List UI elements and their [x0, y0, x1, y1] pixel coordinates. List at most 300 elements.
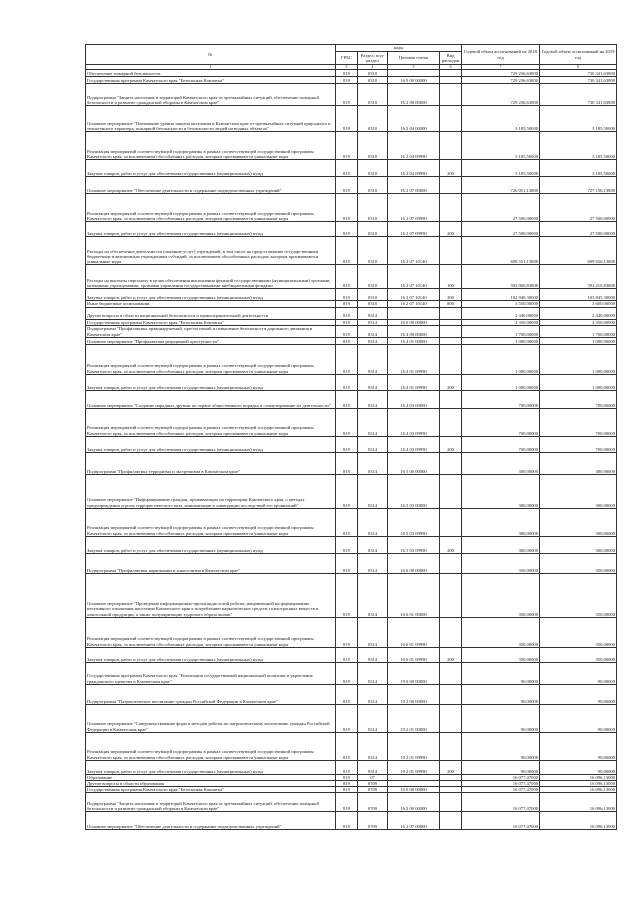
table-row: [86, 132, 617, 160]
row-name: Основное мероприятие "Проведение информационно-пропагандистской работы, направленной на формирование негативного отношения населения Камчатского края к потреблению наркотических средств, психотропных веществ и алкогольной продукции, а также популяризацию здорового образа жизни": [86, 573, 336, 617]
col-number: 6: [440, 65, 462, 70]
grbs-cell: 819: [336, 301, 358, 307]
row-name: Обеспечение пожарной безопасности: [86, 70, 336, 77]
grbs-cell: 819: [336, 617, 358, 647]
razdel-cell: 0314: [358, 760, 388, 774]
vid-cell: 200: [440, 647, 462, 662]
amount-2019: 16 096,13000: [540, 781, 617, 787]
row-name: Закупка товаров, работ и услуг для обеспечения государственных (муниципальных) нужд: [86, 647, 336, 662]
amount-2018: 300,00000: [462, 452, 540, 474]
razdel-cell: 0314: [358, 662, 388, 684]
grbs-cell: 819: [336, 337, 358, 344]
grbs-cell: 819: [336, 237, 358, 265]
grbs-cell: 819: [336, 84, 358, 106]
amount-2018: 698 551,13800: [462, 237, 540, 265]
razdel-cell: 0310: [358, 106, 388, 132]
table-row: [86, 617, 617, 647]
amount-2018: 3 185,50000: [462, 132, 540, 160]
row-name: Закупка товаров, работ и услуг для обеспечения государственных (муниципальных) нужд: [86, 760, 336, 774]
col-number: 7: [462, 65, 540, 70]
table-row: [86, 760, 617, 774]
grbs-cell: 819: [336, 812, 358, 830]
target-cell: 16 5 03 09990: [388, 536, 440, 553]
target-cell: 16 4 01 00000: [388, 337, 440, 344]
grbs-cell: 819: [336, 390, 358, 408]
vid-header: Вид расходов: [440, 52, 462, 65]
razdel-cell: 0310: [358, 301, 388, 307]
amount-2019: 90,00000: [540, 684, 617, 704]
amount-2018: 90,00000: [462, 760, 540, 774]
grbs-cell: 819: [336, 177, 358, 194]
row-name: Подпрограмма "Защита населения и территорий Камчатского края от чрезвычайных ситуаций, обеспечение пожарной безопасности и развитие гражданской обороны в Камчатском крае": [86, 84, 336, 106]
row-name: Подпрограмма "Профилактика терроризма и экстремизма в Камчатском крае": [86, 452, 336, 474]
budget-document: [85, 44, 616, 830]
amount-2019: 727 156,13800: [540, 177, 617, 194]
amount-2019: 16 096,13000: [540, 774, 617, 780]
vid-cell: [440, 662, 462, 684]
amount-2019: 103 845,30000: [540, 289, 617, 301]
amount-2018: 350,00000: [462, 553, 540, 573]
target-cell: 16 5 00 00000: [388, 452, 440, 474]
grbs-cell: 819: [336, 704, 358, 732]
amount-2019: 699 656,13800: [540, 237, 617, 265]
razdel-cell: 0709: [358, 812, 388, 830]
amount-2019: 16 096,13000: [540, 793, 617, 812]
amount-2018: 16 077,47000: [462, 812, 540, 830]
vid-cell: [440, 573, 462, 617]
vid-cell: [440, 732, 462, 760]
target-cell: 19 0 00 00000: [388, 662, 440, 684]
razdel-cell: 0314: [358, 647, 388, 662]
target-cell: 16 6 01 09990: [388, 647, 440, 662]
table-row: [86, 237, 617, 265]
vid-cell: [440, 390, 462, 408]
razdel-cell: 0314: [358, 374, 388, 390]
row-name: Реализация мероприятий соответствующей подпрограммы в рамках соответствующей государственной программы Камчатского края, за исключением обособленных расходов, которым присваиваются уникальные коды: [86, 408, 336, 436]
amount-2019: 90,00000: [540, 760, 617, 774]
razdel-cell: 0310: [358, 77, 388, 84]
amount-2019: 300,00000: [540, 536, 617, 553]
target-cell: 19 2 00 00000: [388, 684, 440, 704]
table-row: [86, 325, 617, 337]
amount-2019: 16 096,13000: [540, 787, 617, 793]
row-name: Государственная программа Камчатского края "Реализация государственной национальной политики и укрепление гражданского единства в Камчатском крае": [86, 662, 336, 684]
table-row: [86, 662, 617, 684]
grbs-header: ГРБС: [336, 52, 358, 65]
target-cell: 16 2 07 09990: [388, 222, 440, 237]
vid-cell: [440, 553, 462, 573]
amount-2018: 300,00000: [462, 474, 540, 508]
amount-2019: 700,00000: [540, 436, 617, 452]
grbs-cell: 819: [336, 408, 358, 436]
target-cell: 19 2 01 09990: [388, 760, 440, 774]
table-row: [86, 307, 617, 319]
amount-2019: 90,00000: [540, 662, 617, 684]
vol-2019-header: Годовой объем ассигнований на 2019 год: [540, 45, 617, 65]
vid-cell: [440, 84, 462, 106]
table-body: [86, 70, 617, 830]
table-row: [86, 337, 617, 344]
vid-cell: 200: [440, 160, 462, 177]
grbs-cell: 819: [336, 662, 358, 684]
grbs-cell: 819: [336, 132, 358, 160]
razdel-header: Раздел, под-раздел: [358, 52, 388, 65]
row-name: Основное мероприятие "Профилактика рецидивной преступности": [86, 337, 336, 344]
amount-2018: 90,00000: [462, 704, 540, 732]
target-cell: 16 0 00 00000: [388, 319, 440, 325]
target-cell: 16 2 04 09990: [388, 132, 440, 160]
budget-table: [85, 44, 617, 830]
amount-2018: 700,00000: [462, 436, 540, 452]
amount-2018: 3 185,50000: [462, 160, 540, 177]
vid-cell: 200: [440, 536, 462, 553]
row-name: Основное мероприятие "Обеспечение деятельности и содержание подведомственных учреждений": [86, 812, 336, 830]
razdel-cell: 0310: [358, 70, 388, 77]
target-cell: 16 2 07 10140: [388, 265, 440, 289]
amount-2019: 1 700,00000: [540, 325, 617, 337]
razdel-cell: 0310: [358, 265, 388, 289]
vid-cell: [440, 325, 462, 337]
amount-2019: 300,00000: [540, 508, 617, 536]
row-name: Подпрограмма "Патриотическое воспитание граждан Российской Федерации в Камчатском крае": [86, 684, 336, 704]
grbs-cell: 819: [336, 553, 358, 573]
grbs-cell: 819: [336, 793, 358, 812]
amount-2019: 27 500,00000: [540, 222, 617, 237]
vid-cell: [440, 812, 462, 830]
amount-2018: 27 500,00000: [462, 194, 540, 222]
amount-2018: 726 051,13800: [462, 177, 540, 194]
razdel-cell: 0314: [358, 390, 388, 408]
row-name: Реализация мероприятий соответствующей подпрограммы в рамках соответствующей государственной программы Камчатского края, за исключением обособленных расходов, которым присваиваются уникальные коды: [86, 732, 336, 760]
amount-2019: 27 500,00000: [540, 194, 617, 222]
amount-2019: 730 341,63800: [540, 77, 617, 84]
amount-2018: 90,00000: [462, 662, 540, 684]
razdel-cell: 0310: [358, 132, 388, 160]
row-name: Закупка товаров, работ и услуг для обеспечения государственных (муниципальных) нужд: [86, 374, 336, 390]
vid-cell: 200: [440, 374, 462, 390]
table-row: [86, 704, 617, 732]
row-name: Иные бюджетные ассигнования: [86, 301, 336, 307]
amount-2018: 350,00000: [462, 647, 540, 662]
grbs-cell: 819: [336, 344, 358, 374]
table-row: [86, 536, 617, 553]
razdel-cell: 0314: [358, 436, 388, 452]
vid-cell: [440, 452, 462, 474]
row-name: Основное мероприятие "Совершенствование форм и методов работы по патриотическому воспитанию граждан Российской Федерации в Камчатском крае": [86, 704, 336, 732]
grbs-cell: 819: [336, 732, 358, 760]
amount-2019: 3 185,50000: [540, 160, 617, 177]
amount-2018: 90,00000: [462, 684, 540, 704]
target-cell: 16 2 00 00000: [388, 793, 440, 812]
target-cell: 16 0 00 00000: [388, 787, 440, 793]
razdel-cell: 0314: [358, 408, 388, 436]
table-row: [86, 70, 617, 77]
target-cell: 16 5 03 09990: [388, 508, 440, 536]
vid-cell: [440, 70, 462, 77]
target-cell: 19 2 01 09990: [388, 732, 440, 760]
row-name: Государственная программа Камчатского края "Безопасная Камчатка": [86, 787, 336, 793]
vid-cell: [440, 408, 462, 436]
target-cell: 16 2 00 00000: [388, 84, 440, 106]
col-number: 4: [358, 65, 388, 70]
amount-2018: 1 000,00000: [462, 337, 540, 344]
grbs-cell: 819: [336, 452, 358, 474]
vid-cell: [440, 132, 462, 160]
table-row: [86, 647, 617, 662]
amount-2018: 1 000,00000: [462, 374, 540, 390]
target-header: Целевая статья: [388, 52, 440, 65]
grbs-cell: 819: [336, 194, 358, 222]
razdel-cell: 0314: [358, 704, 388, 732]
row-name: Закупка товаров, работ и услуг для обеспечения государственных (муниципальных) нужд: [86, 222, 336, 237]
table-row: [86, 77, 617, 84]
amount-2018: 300,00000: [462, 536, 540, 553]
amount-2019: 90,00000: [540, 704, 617, 732]
col-number: 1: [86, 65, 336, 70]
amount-2018: 2 440,00000: [462, 307, 540, 319]
target-cell: 16 2 07 00000: [388, 177, 440, 194]
table-row: [86, 344, 617, 374]
amount-2018: 90,00000: [462, 732, 540, 760]
razdel-cell: 0310: [358, 237, 388, 265]
vid-cell: 200: [440, 436, 462, 452]
amount-2018: 729 236,63800: [462, 77, 540, 84]
table-row: [86, 812, 617, 830]
amount-2019: 2 440,00000: [540, 307, 617, 319]
vid-cell: [440, 684, 462, 704]
razdel-cell: 0314: [358, 452, 388, 474]
target-cell: 16 6 00 00000: [388, 553, 440, 573]
razdel-cell: 0310: [358, 160, 388, 177]
vid-cell: 200: [440, 760, 462, 774]
grbs-cell: 819: [336, 325, 358, 337]
vid-cell: [440, 617, 462, 647]
grbs-cell: 819: [336, 160, 358, 177]
razdel-cell: 0314: [358, 732, 388, 760]
table-row: [86, 553, 617, 573]
amount-2019: 350,00000: [540, 617, 617, 647]
amount-2018: 16 077,47000: [462, 793, 540, 812]
table-row: [86, 573, 617, 617]
target-cell: 16 2 07 00000: [388, 812, 440, 830]
grbs-cell: 819: [336, 436, 358, 452]
amount-2019: 1 000,00000: [540, 344, 617, 374]
table-row: [86, 160, 617, 177]
amount-2019: 3 185,50000: [540, 132, 617, 160]
amount-2019: 3 185,50000: [540, 106, 617, 132]
vid-cell: 200: [440, 222, 462, 237]
table-row: [86, 408, 617, 436]
target-cell: 16 4 03 09990: [388, 436, 440, 452]
vid-cell: 800: [440, 301, 462, 307]
amount-2018: 16 077,47000: [462, 787, 540, 793]
target-cell: 16 6 01 09990: [388, 617, 440, 647]
razdel-cell: 0314: [358, 307, 388, 319]
vid-cell: [440, 106, 462, 132]
amount-2018: 592 060,83800: [462, 265, 540, 289]
target-cell: [388, 70, 440, 77]
vid-cell: [440, 337, 462, 344]
grbs-cell: 819: [336, 222, 358, 237]
table-row: [86, 793, 617, 812]
row-name: Закупка товаров, работ и услуг для обеспечения государственных (муниципальных) нужд: [86, 436, 336, 452]
col-number: 3: [336, 65, 358, 70]
razdel-cell: 0709: [358, 793, 388, 812]
razdel-cell: 07: [358, 774, 388, 780]
amount-2018: 350,00000: [462, 617, 540, 647]
target-cell: 16 0 00 00000: [388, 77, 440, 84]
amount-2019: 300,00000: [540, 452, 617, 474]
amount-2018: 27 500,00000: [462, 222, 540, 237]
razdel-cell: 0314: [358, 319, 388, 325]
table-row: [86, 474, 617, 508]
vid-cell: [440, 508, 462, 536]
row-name: Государственная программа Камчатского края "Безопасная Камчатка": [86, 77, 336, 84]
amount-2019: 730 341,63800: [540, 84, 617, 106]
table-row: [86, 436, 617, 452]
razdel-cell: 0314: [358, 553, 388, 573]
vol-2018-header: Годовой объем ассигнований на 2018 год: [462, 45, 540, 65]
razdel-cell: 0310: [358, 194, 388, 222]
grbs-cell: 819: [336, 307, 358, 319]
amount-2019: 350,00000: [540, 553, 617, 573]
amount-2018: 729 236,63800: [462, 84, 540, 106]
target-cell: 16 2 04 09990: [388, 160, 440, 177]
grbs-cell: 819: [336, 760, 358, 774]
row-name: Реализация мероприятий соответствующей подпрограммы в рамках соответствующей государственной программы Камчатского края, за исключением обособленных расходов, которым присваиваются уникальные коды: [86, 344, 336, 374]
target-cell: [388, 307, 440, 319]
row-name: Подпрограмма "Профилактика правонарушений, преступлений и повышение безопасности дорожного движения в Камчатском крае": [86, 325, 336, 337]
target-cell: 16 2 07 09990: [388, 194, 440, 222]
vid-cell: [440, 237, 462, 265]
vid-cell: [440, 474, 462, 508]
grbs-cell: 819: [336, 647, 358, 662]
vid-cell: [440, 704, 462, 732]
vid-cell: [440, 344, 462, 374]
amount-2018: 729 236,63800: [462, 70, 540, 77]
table-row: [86, 374, 617, 390]
amount-2018: 102 940,30000: [462, 289, 540, 301]
target-cell: 16 4 01 09990: [388, 374, 440, 390]
amount-2019: 730 341,63800: [540, 70, 617, 77]
col-number: 8: [540, 65, 617, 70]
table-row: [86, 289, 617, 301]
col-number: 5: [388, 65, 440, 70]
table-row: [86, 452, 617, 474]
amount-2019: 700,00000: [540, 408, 617, 436]
row-name: Реализация мероприятий соответствующей подпрограммы в рамках соответствующей государственной программы Камчатского края, за исключением обособленных расходов, которым присваиваются уникальные коды: [86, 617, 336, 647]
amount-2019: 300,00000: [540, 474, 617, 508]
vid-cell: [440, 77, 462, 84]
target-cell: 16 4 03 00000: [388, 390, 440, 408]
amount-2018: 16 077,47000: [462, 781, 540, 787]
row-name: Закупка товаров, работ и услуг для обеспечения государственных (муниципальных) нужд: [86, 289, 336, 301]
razdel-cell: 0310: [358, 84, 388, 106]
target-cell: 16 6 01 00000: [388, 573, 440, 617]
vid-cell: 200: [440, 289, 462, 301]
row-name: Основное мероприятие "Повышение уровня защиты населения в Камчатском крае от чрезвычайных ситуаций природного и техногенного характера, пожарной безопасности и безопасности людей на водных объектах": [86, 106, 336, 132]
row-name: Подпрограмма "Профилактика наркомании и алкоголизма в Камчатском крае": [86, 553, 336, 573]
amount-2019: 592 210,83800: [540, 265, 617, 289]
row-name: Государственная программа Камчатского края "Безопасная Камчатка": [86, 319, 336, 325]
row-name: Образование: [86, 774, 336, 780]
amount-2018: 300,00000: [462, 508, 540, 536]
target-cell: 16 5 03 00000: [388, 474, 440, 508]
grbs-cell: 819: [336, 573, 358, 617]
num-header: №: [86, 45, 336, 65]
grbs-cell: 819: [336, 77, 358, 84]
target-cell: 19 2 01 00000: [388, 704, 440, 732]
target-cell: 16 4 03 09990: [388, 408, 440, 436]
grbs-cell: 819: [336, 374, 358, 390]
target-cell: 16 4 01 09990: [388, 344, 440, 374]
amount-2019: 700,00000: [540, 390, 617, 408]
table-row: [86, 194, 617, 222]
row-name: Закупка товаров, работ и услуг для обеспечения государственных (муниципальных) нужд: [86, 536, 336, 553]
amount-2019: 3 600,00000: [540, 301, 617, 307]
vid-cell: [440, 194, 462, 222]
razdel-cell: 0314: [358, 573, 388, 617]
grbs-cell: 819: [336, 319, 358, 325]
target-cell: 16 4 00 00000: [388, 325, 440, 337]
vid-cell: 100: [440, 265, 462, 289]
grbs-cell: 819: [336, 787, 358, 793]
razdel-cell: 0314: [358, 344, 388, 374]
codes-header: коды: [336, 45, 462, 52]
row-name: Расходы на выплаты персоналу в целях обеспечения выполнения функций государственными (муниципальными) органами, казенными учреждениями, органами управления государственными внебюджетными фондами: [86, 265, 336, 289]
razdel-cell: 0314: [358, 474, 388, 508]
grbs-cell: 819: [336, 774, 358, 780]
razdel-cell: 0314: [358, 617, 388, 647]
table-row: [86, 732, 617, 760]
target-cell: 16 2 07 10140: [388, 301, 440, 307]
vid-cell: [440, 177, 462, 194]
amount-2019: 350,00000: [540, 573, 617, 617]
table-row: [86, 222, 617, 237]
amount-2018: 3 550,00000: [462, 301, 540, 307]
amount-2018: 700,00000: [462, 390, 540, 408]
amount-2018: 700,00000: [462, 408, 540, 436]
row-name: Закупка товаров, работ и услуг для обеспечения государственных (муниципальных) нужд: [86, 160, 336, 177]
table-row: [86, 84, 617, 106]
amount-2019: 1 000,00000: [540, 374, 617, 390]
row-name: Реализация мероприятий соответствующей подпрограммы в рамках соответствующей государственной программы Камчатского края, за исключением обособленных расходов, которым присваиваются уникальные коды: [86, 132, 336, 160]
table-row: [86, 390, 617, 408]
grbs-cell: 819: [336, 289, 358, 301]
row-name: Другие вопросы в области национальной безопасности и правоохранительной деятельности: [86, 307, 336, 319]
amount-2019: 90,00000: [540, 732, 617, 760]
table-row: [86, 508, 617, 536]
amount-2018: 16 077,47000: [462, 774, 540, 780]
razdel-cell: 0709: [358, 787, 388, 793]
razdel-cell: 0310: [358, 289, 388, 301]
amount-2019: 2 350,00000: [540, 319, 617, 325]
row-name: Реализация мероприятий соответствующей подпрограммы в рамках соответствующей государственной программы Камчатского края, за исключением обособленных расходов, которым присваиваются уникальные коды: [86, 508, 336, 536]
table-row: [86, 265, 617, 289]
razdel-cell: 0709: [358, 781, 388, 787]
amount-2018: 1 000,00000: [462, 344, 540, 374]
table-row: [86, 177, 617, 194]
razdel-cell: 0310: [358, 177, 388, 194]
target-cell: 16 2 07 10140: [388, 289, 440, 301]
row-name: Основное мероприятие "Информирование граждан, проживающих на территории Камчатского края, о методах предупреждения угрозы террористического акта, минимизации и ликвидации последствий его проявлений": [86, 474, 336, 508]
razdel-cell: 0314: [358, 325, 388, 337]
table-row: [86, 106, 617, 132]
razdel-cell: 0314: [358, 536, 388, 553]
row-name: Основное мероприятие "Обеспечение деятельности и содержание подведомственных учреждений": [86, 177, 336, 194]
amount-2018: 1 700,00000: [462, 325, 540, 337]
amount-2018: 2 350,00000: [462, 319, 540, 325]
